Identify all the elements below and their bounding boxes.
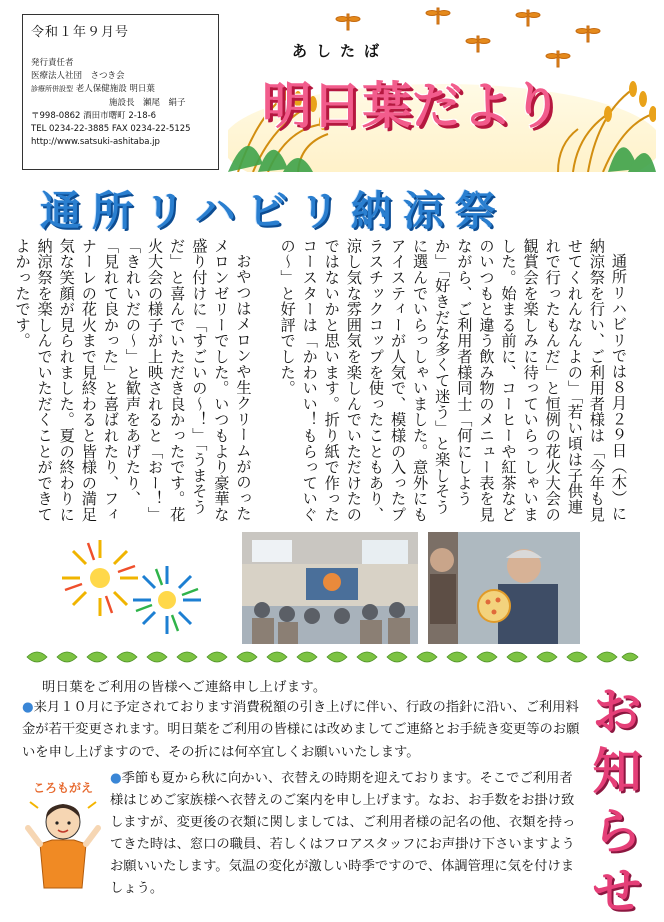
notice-title-char: ら [592, 803, 642, 860]
corporation-name: 医療法人社団 さつき会 [31, 71, 125, 82]
koromogae-illustration [22, 776, 104, 896]
website-url: http://www.satsuki-ashitaba.jp [31, 137, 160, 148]
address: 〒998-0862 酒田市曙町 2-18-6 [31, 110, 157, 121]
publisher-box [22, 14, 219, 170]
resident-coaster-photo [428, 532, 580, 644]
bullet-icon: ● [110, 771, 122, 786]
notice-item-clothing-text: 季節も夏から秋に向かい、衣替えの時期を迎えております。そこでご利用者様はじめご家族様へ衣替えのご案内を申し上げます。なお、お手数をお掛け致しますが、変更後の衣類に関しましては、ご利用者様の記名の他、衣類を持ってきた時は、窓口の職員、若しくはフロアスタッフにお声掛け下さいますようお願いいたします。気温の変化が激しい時季ですので、体調管理に気を付けましょう。 [110, 771, 576, 896]
article-paragraph-2: おやつはメロンや生クリームがのったメロンゼリーでした。いつもより豪華な盛り付けに「すごいの～！」「うまそうだ」と喜んでいただき良かったです。花火大会の様子が上映されると「おー！」「きれいだの～」と歓声をあげたり、「見れて良かった」と喜ばれたり、フィナーレの花火まで見終わると皆様の満足気な笑顔が見られました。夏の終わりに納涼祭を楽しんでいただくことができてよかったです。 [13, 238, 253, 523]
masthead-reading: あしたば [292, 42, 389, 60]
notice-item-tax [22, 697, 582, 764]
facility-prefix: 診療所併設型 [31, 85, 73, 94]
fireworks-illustration [55, 530, 215, 650]
viewing-party-photo [242, 532, 418, 644]
article-paragraph-1: 通所リハビリでは８月２９日（木）に納涼祭を行い、ご利用者様は「今年も見せてくれんなんよの」「若い頃は子供連れで行ったもんだ」と恒例の花火大会の観賞会を楽しみに待っていらっしゃいました。始まる前に、コーヒーや紅茶などのいつもと違う飲み物のメニュー表を見ながら、ご利用者様同士「何にしようか」「好きだな多くて迷う」と楽しそうに選んでいらっしゃいました。意外にもアイスティーが人気で、模様の入ったプラスチックコップを使ったこともあり、涼し気な雰囲気を楽しんでいただけたのではないかと思います。折り紙で作ったコースターは「かわいい！もらっていぐの～」と好評でした。 [278, 238, 628, 523]
phone-fax: TEL 0234-22-3885 FAX 0234-22-5125 [31, 124, 191, 135]
notice-side-title [592, 682, 642, 922]
leaf-divider [22, 647, 642, 667]
notice-title-char: 知 [592, 743, 642, 800]
publisher-label: 発行責任者 [31, 58, 74, 68]
notice-title-char: お [592, 683, 642, 740]
notice-intro: 明日葉をご利用の皆様へご連絡申し上げます。 [42, 680, 327, 695]
notice-item-clothing [110, 768, 585, 899]
article-headline: 通所リハビリ納涼祭 [40, 187, 507, 235]
notice-item-tax-text: 来月１０月に予定されております消費税額の引き上げに伴い、行政の指針に沿い、ご利用料金が若干変更されます。明日葉をご利用の皆様には改めましてご連絡とお手続き変更等のお願いを申し上げますので、その折には何卒宜しくお願いいたします。 [22, 700, 580, 760]
illustration-caption: ころもがえ [32, 781, 94, 795]
article-body [13, 238, 630, 530]
issue-date: 令和１年９月号 [31, 25, 130, 40]
director-name: 施設長 瀬尾 絹子 [109, 97, 186, 108]
publisher-info [31, 57, 191, 149]
facility-name: 老人保健施設 明日葉 [75, 84, 155, 95]
newsletter-title: 明日葉だより [262, 77, 562, 135]
notice-title-char: せ [592, 863, 642, 920]
bullet-icon: ● [22, 700, 34, 715]
